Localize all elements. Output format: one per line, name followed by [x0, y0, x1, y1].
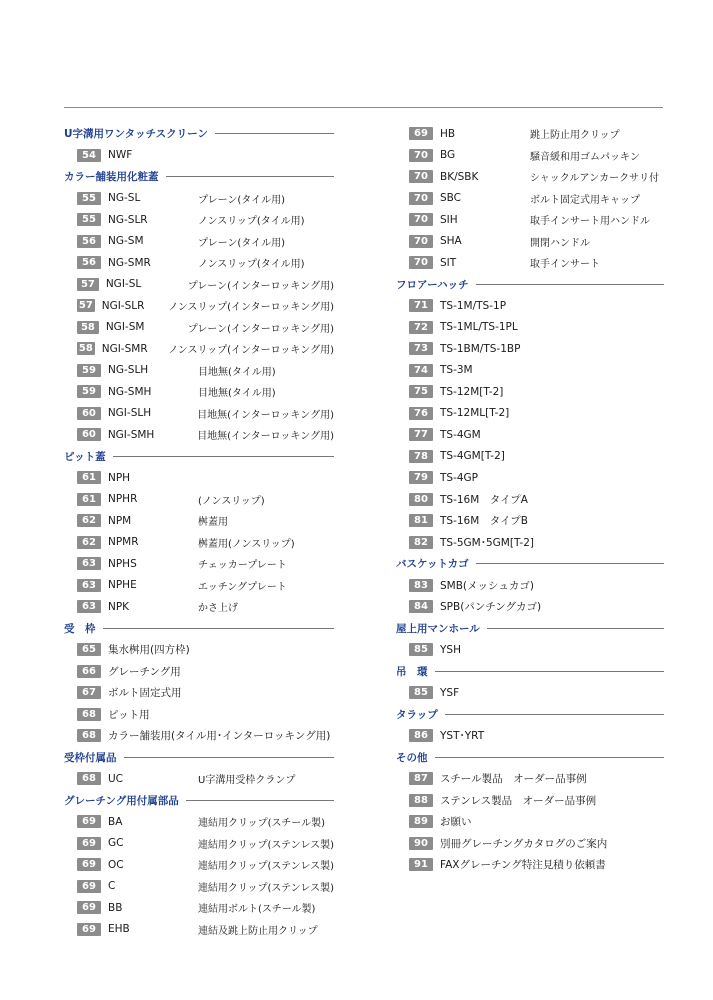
page-number-badge: 80	[409, 493, 433, 506]
section-header	[396, 661, 664, 683]
toc-entry[interactable]	[396, 682, 664, 704]
section-header	[64, 747, 334, 769]
section-title: 吊 環	[396, 665, 428, 678]
toc-entry[interactable]	[64, 639, 334, 661]
section-header	[396, 704, 664, 726]
product-code: BK/SBK	[440, 170, 479, 183]
page-number-badge: 63	[77, 557, 101, 570]
left-column	[64, 123, 334, 940]
page-number-badge: 70	[409, 192, 433, 205]
product-description: 取手インサート	[530, 259, 600, 271]
toc-entry[interactable]	[396, 123, 664, 145]
toc-entry[interactable]	[396, 596, 664, 618]
product-description: プレーン(タイル用)	[198, 237, 286, 249]
toc-entry[interactable]	[396, 338, 664, 360]
toc-entry[interactable]	[64, 682, 334, 704]
page-number-badge: 68	[77, 708, 101, 721]
page-number-badge: 75	[409, 385, 433, 398]
page-number-badge: 61	[77, 471, 101, 484]
page-number-badge: 70	[409, 235, 433, 248]
product-code: スチール製品 オーダー品事例	[440, 773, 587, 786]
product-code: 別冊グレーチングカタログのご案内	[440, 837, 608, 850]
toc-entry[interactable]	[396, 725, 664, 747]
toc-entry[interactable]	[64, 188, 334, 210]
product-description: プレーン(タイル用)	[198, 194, 286, 206]
toc-entry[interactable]	[396, 768, 664, 790]
page-number-badge: 90	[409, 837, 433, 850]
page-number-badge: 78	[409, 450, 433, 463]
toc-entry[interactable]	[64, 532, 334, 554]
toc-entry[interactable]	[64, 661, 334, 683]
toc-entry[interactable]	[396, 166, 664, 188]
product-description: シャックルアンカークサリ付	[530, 173, 660, 185]
product-description: エッチングプレート	[198, 581, 287, 593]
product-code: SPB(パンチングカゴ)	[440, 601, 542, 614]
product-code: カラー舗装用(タイル用･インターロッキング用)	[108, 730, 331, 743]
product-code: SMB(メッシュカゴ)	[440, 579, 534, 592]
page-number-badge: 85	[409, 643, 433, 656]
toc-entry[interactable]	[64, 510, 334, 532]
section-header	[64, 446, 334, 468]
product-code: EHB	[108, 923, 130, 936]
product-description: 連結用クリップ(ステンレス製)	[197, 861, 334, 873]
page-number-badge: 63	[77, 579, 101, 592]
top-divider	[64, 107, 663, 108]
page-number-badge: 76	[409, 407, 433, 420]
page-number-badge: 89	[409, 815, 433, 828]
page-number-badge: 91	[409, 858, 433, 871]
product-code: GC	[107, 837, 124, 850]
page-number-badge: 65	[77, 643, 101, 656]
page-number-badge: 57	[77, 278, 99, 291]
product-description: 取手インサート用ハンドル	[530, 216, 650, 228]
toc-entry[interactable]	[64, 317, 334, 339]
page-number-badge: 68	[77, 729, 101, 742]
product-code: NPHR	[108, 493, 138, 506]
toc-entry[interactable]	[396, 360, 664, 382]
section-divider	[113, 456, 334, 457]
toc-entry[interactable]	[64, 854, 334, 876]
page-number-badge: 69	[77, 901, 101, 914]
page-number-badge: 77	[409, 428, 433, 441]
product-description: ノンスリップ(タイル用)	[198, 216, 305, 228]
page-number-badge: 74	[409, 364, 433, 377]
product-description: 桝蓋用(ノンスリップ)	[198, 538, 295, 550]
page-number-badge: 62	[77, 514, 101, 527]
toc-entry[interactable]	[64, 919, 334, 941]
page-number-badge: 71	[409, 299, 433, 312]
section-title: 屋上用マンホール	[396, 622, 480, 635]
product-code: BG	[440, 149, 456, 162]
product-description: プレーン(インターロッキング用)	[187, 280, 334, 292]
toc-entry[interactable]	[64, 403, 334, 425]
page-number-badge: 72	[409, 321, 433, 334]
section-divider	[435, 671, 665, 672]
page-number-badge: 55	[77, 213, 101, 226]
section-title: ピット蓋	[64, 450, 106, 463]
section-title: U字溝用ワンタッチスクリーン	[64, 128, 208, 141]
toc-entry[interactable]	[396, 317, 664, 339]
section-divider	[445, 714, 664, 715]
toc-entry[interactable]	[64, 209, 334, 231]
product-code: YSH	[440, 643, 461, 656]
product-description: チェッカープレート	[198, 560, 287, 572]
toc-entry[interactable]	[396, 295, 664, 317]
page-number-badge: 69	[77, 858, 101, 871]
page-number-badge: 79	[409, 471, 433, 484]
toc-entry[interactable]	[64, 274, 334, 296]
page-number-badge: 59	[77, 385, 101, 398]
product-code: SIH	[440, 213, 458, 226]
page-number-badge: 81	[409, 514, 433, 527]
section-header	[64, 790, 334, 812]
product-description: 目地無(インターロッキング用)	[197, 409, 334, 421]
product-code: NG-SLR	[108, 213, 148, 226]
product-code: NPM	[108, 514, 132, 527]
toc-entry[interactable]	[64, 553, 334, 575]
page-number-badge: 70	[409, 213, 433, 226]
page-number-badge: 88	[409, 794, 433, 807]
product-code: グレーチング用	[108, 665, 181, 678]
toc-entry[interactable]	[64, 338, 334, 360]
product-description: ノンスリップ(タイル用)	[198, 259, 305, 271]
product-code: SHA	[440, 235, 462, 248]
product-description: 開閉ハンドル	[530, 237, 590, 249]
toc-entry[interactable]	[64, 596, 334, 618]
section-header	[64, 123, 334, 145]
page-number-badge: 69	[77, 923, 101, 936]
product-code: NG-SL	[108, 192, 141, 205]
product-code: TS-4GM[T-2]	[440, 450, 505, 463]
section-title: タラップ	[396, 708, 438, 721]
product-code: BA	[108, 815, 123, 828]
toc-entry[interactable]	[396, 854, 664, 876]
toc-entry[interactable]	[396, 252, 664, 274]
toc-entry[interactable]	[396, 489, 664, 511]
toc-entry[interactable]	[396, 403, 664, 425]
product-description: 連結及跳上防止用クリップ	[198, 925, 318, 937]
toc-entry[interactable]	[64, 424, 334, 446]
toc-entry[interactable]	[396, 833, 664, 855]
page-number-badge: 86	[409, 729, 433, 742]
page-number-badge: 70	[409, 170, 433, 183]
product-code: 集水桝用(四方枠)	[108, 644, 190, 657]
toc-entry[interactable]	[64, 897, 334, 919]
product-description: U字溝用受枠クランプ	[198, 775, 296, 787]
product-description: 連結用クリップ(ステンレス製)	[197, 839, 334, 851]
product-code: お願い	[440, 816, 472, 829]
toc-entry[interactable]	[64, 811, 334, 833]
toc-entry[interactable]	[396, 424, 664, 446]
product-code: ボルト固定式用	[108, 687, 182, 700]
toc-entry[interactable]	[64, 360, 334, 382]
right-column	[396, 123, 664, 876]
product-code: TS-5GM･5GM[T-2]	[440, 536, 534, 549]
page-number-badge: 84	[409, 600, 433, 613]
toc-entry[interactable]	[64, 704, 334, 726]
page-number-badge: 55	[77, 192, 101, 205]
product-code: TS-1BM/TS-1BP	[440, 342, 521, 355]
product-description: 騒音緩和用ゴムパッキン	[530, 151, 640, 163]
page-number-badge: 61	[77, 493, 101, 506]
product-code: ピット用	[108, 708, 150, 721]
toc-entry[interactable]	[396, 231, 664, 253]
toc-entry[interactable]	[396, 639, 664, 661]
product-code: SBC	[440, 192, 462, 205]
page-number-badge: 73	[409, 342, 433, 355]
toc-entry[interactable]	[64, 489, 334, 511]
product-code: YST･YRT	[440, 730, 485, 743]
toc-entry[interactable]	[396, 467, 664, 489]
page-number-badge: 58	[77, 321, 99, 334]
section-header	[64, 618, 334, 640]
page-number-badge: 69	[77, 815, 101, 828]
toc-entry[interactable]	[396, 209, 664, 231]
product-description: ボルト固定式用キャップ	[530, 194, 640, 206]
section-title: バスケットカゴ	[396, 558, 469, 571]
page-number-badge: 69	[77, 837, 101, 850]
product-description: かさ上げ	[198, 603, 238, 615]
section-header	[396, 618, 664, 640]
product-code: OC	[107, 858, 124, 871]
page-number-badge: 66	[77, 665, 101, 678]
toc-entry[interactable]	[396, 446, 664, 468]
product-description: 目地無(タイル用)	[198, 388, 276, 400]
product-code: BB	[108, 901, 123, 914]
product-code: NG-SMR	[108, 256, 151, 269]
product-description: 跳上防止用クリップ	[530, 130, 620, 142]
product-code: TS-4GP	[440, 471, 479, 484]
toc-entry[interactable]	[64, 876, 334, 898]
product-code: NGI-SMH	[107, 428, 155, 441]
toc-entry[interactable]	[396, 145, 664, 167]
product-description: (ノンスリップ)	[198, 495, 265, 507]
toc-entry[interactable]	[64, 145, 334, 167]
product-code: NG-SMH	[108, 385, 152, 398]
product-code: NPMR	[108, 536, 139, 549]
toc-entry[interactable]	[64, 252, 334, 274]
product-code: NPHS	[108, 557, 137, 570]
product-description: 目地無(インターロッキング用)	[197, 431, 334, 443]
product-code: YSF	[440, 686, 460, 699]
toc-entry[interactable]	[64, 231, 334, 253]
toc-entry[interactable]	[64, 381, 334, 403]
product-code: ステンレス製品 オーダー品事例	[440, 794, 597, 807]
product-description: 連結用クリップ(スチール製)	[198, 818, 326, 830]
product-description: 目地無(タイル用)	[198, 366, 276, 378]
section-divider	[124, 757, 335, 758]
product-code: UC	[108, 772, 124, 785]
toc-entry[interactable]	[396, 532, 664, 554]
page-number-badge: 60	[77, 407, 101, 420]
page-number-badge: 56	[77, 235, 101, 248]
product-code: NGI-SM	[105, 321, 145, 334]
toc-entry[interactable]	[396, 575, 664, 597]
product-code: C	[107, 880, 116, 893]
section-title: その他	[396, 751, 428, 764]
product-code: FAXグレーチング特注見積り依頼書	[440, 859, 606, 872]
page-number-badge: 68	[77, 772, 101, 785]
section-title: 受 枠	[64, 622, 96, 635]
section-header	[396, 553, 664, 575]
product-code: NPH	[108, 471, 131, 484]
section-header	[396, 747, 664, 769]
page-number-badge: 67	[77, 686, 101, 699]
page-number-badge: 59	[77, 364, 101, 377]
page-number-badge: 83	[409, 579, 433, 592]
toc-entry[interactable]	[64, 833, 334, 855]
section-divider	[487, 628, 664, 629]
toc-entry[interactable]	[64, 467, 334, 489]
product-description: 桝蓋用	[198, 517, 228, 529]
page-number-badge: 57	[78, 300, 93, 312]
page-number-badge: 70	[409, 149, 433, 162]
product-code: TS-1M/TS-1P	[440, 299, 507, 312]
toc-entry[interactable]	[64, 295, 334, 317]
product-description: プレーン(インターロッキング用)	[187, 323, 334, 335]
page-number-badge: 54	[77, 149, 101, 162]
product-code: NWF	[108, 149, 133, 162]
section-divider	[476, 563, 664, 564]
page-number-badge: 63	[77, 600, 101, 613]
product-code: NGI-SLH	[107, 407, 152, 420]
section-header	[396, 274, 664, 296]
product-code: TS-12ML[T-2]	[440, 407, 510, 420]
product-description: ノンスリップ(インターロッキング用)	[168, 302, 334, 314]
page-number-badge: 58	[78, 343, 93, 355]
product-code: NPK	[108, 600, 130, 613]
section-header	[64, 166, 334, 188]
section-divider	[166, 176, 335, 177]
section-divider	[435, 757, 665, 758]
product-code: TS-4GM	[440, 428, 481, 441]
page-number-badge: 69	[409, 127, 433, 140]
product-description: 連結用クリップ(ステンレス製)	[197, 882, 334, 894]
section-divider	[476, 284, 664, 285]
product-code: TS-12M[T-2]	[440, 385, 504, 398]
page-number-badge: 62	[77, 536, 101, 549]
product-code: NG-SLH	[108, 364, 149, 377]
section-divider	[103, 628, 335, 629]
page-number-badge: 56	[77, 256, 101, 269]
section-title: グレーチング用付属部品	[64, 794, 179, 807]
product-code: NPHE	[108, 579, 137, 592]
product-description: ノンスリップ(インターロッキング用)	[168, 345, 334, 357]
section-title: カラー舗装用化粧蓋	[64, 171, 159, 184]
page-number-badge: 60	[77, 428, 101, 441]
toc-entry[interactable]	[64, 768, 334, 790]
product-code: NGI-SL	[105, 278, 142, 291]
toc-entry[interactable]	[64, 575, 334, 597]
product-code: NGI-SLR	[101, 299, 145, 312]
toc-entry[interactable]	[396, 381, 664, 403]
section-divider	[186, 800, 334, 801]
product-code: SIT	[440, 256, 457, 269]
product-code: NGI-SMR	[101, 342, 148, 355]
toc-entry[interactable]	[396, 790, 664, 812]
section-divider	[215, 133, 334, 134]
product-code: TS-3M	[440, 364, 473, 377]
product-code: TS-16M タイプB	[440, 515, 528, 528]
product-code: TS-16M タイプA	[440, 493, 528, 506]
page-number-badge: 87	[409, 772, 433, 785]
product-code: HB	[440, 127, 456, 140]
page-number-badge: 85	[409, 686, 433, 699]
page-number-badge: 70	[409, 256, 433, 269]
toc-entry[interactable]	[396, 510, 664, 532]
toc-entry[interactable]	[396, 811, 664, 833]
page-number-badge: 82	[409, 536, 433, 549]
product-description: 連結用ボルト(スチール製)	[198, 904, 316, 916]
section-title: 受枠付属品	[64, 751, 117, 764]
page-number-badge: 69	[77, 880, 101, 893]
product-code: TS-1ML/TS-1PL	[440, 321, 518, 334]
section-title: フロアーハッチ	[396, 278, 469, 291]
toc-entry[interactable]	[64, 725, 334, 747]
toc-entry[interactable]	[396, 188, 664, 210]
product-code: NG-SM	[108, 235, 144, 248]
